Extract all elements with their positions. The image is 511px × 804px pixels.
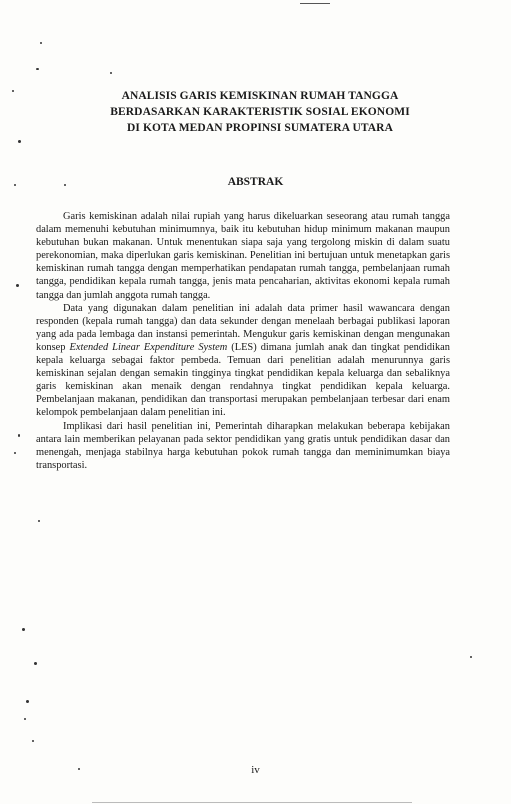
scan-speck	[110, 72, 112, 74]
scan-speck	[12, 90, 14, 92]
scan-speck	[34, 662, 37, 665]
paragraph-2-italic-term: Extended Linear Expenditure System	[69, 341, 228, 353]
scan-line-bottom	[92, 802, 412, 803]
abstract-paragraph-2	[36, 302, 450, 420]
scan-speck	[14, 184, 16, 186]
scan-speck	[38, 520, 40, 522]
scan-speck	[22, 628, 25, 631]
scan-speck	[64, 184, 66, 186]
title-line-2: BERDASARKAN KARAKTERISTIK SOSIAL EKONOMI	[110, 106, 410, 118]
abstract-heading: ABSTRAK	[227, 176, 284, 188]
paragraph-2-text-after: (LES) dimana jumlah anak dan tingkat pendidikan kepala keluarga sebagai faktor pembeda. Temuan dari penelitian adalah menurunnya garis kemiskinan sejalan dengan semakin tingginya tingkat pendidikan kepala keluarga dan sebaliknya garis kemiskinan akan menaik dengan rendahnya tingkat pendidikan kepala keluarga. Pembelanjaan makanan, pendidikan dan transportasi merupakan pembelanjaan terbesar dari enam kelompok pembelanjaan dalam penelitian ini.	[36, 341, 450, 419]
abstract-paragraph-3	[36, 420, 450, 472]
document-title	[60, 88, 460, 136]
scan-speck	[18, 140, 21, 143]
scan-speck	[40, 42, 42, 44]
title-line-3: DI KOTA MEDAN PROPINSI SUMATERA UTARA	[127, 122, 393, 134]
scan-speck	[78, 768, 80, 770]
scan-speck	[18, 434, 20, 437]
paragraph-2-text-before: Data yang digunakan dalam penelitian ini adalah data primer hasil wawancara dengan responden (kepala rumah tangga) dan data sekunder dengan menelaah berbagai publikasi laporan yang ada pada lembaga dan instansi pemerintah. Mengukur garis kemiskinan dengan mengunakan konsep	[36, 302, 450, 353]
abstract-body	[36, 210, 450, 472]
scan-speck	[14, 452, 16, 454]
paragraph-3-text: Implikasi dari hasil penelitian ini, Pemerintah diharapkan melakukan beberapa kebijakan antara lain memberikan pelayanan pada sektor pendidikan yang gratis untuk pendidikan dasar dan menengah, menjaga stabilnya harga kebutuhan pokok rumah tangga dan meminimumkan biaya transportasi.	[36, 420, 450, 471]
scan-speck	[24, 718, 26, 720]
title-line-1: ANALISIS GARIS KEMISKINAN RUMAH TANGGA	[121, 90, 399, 102]
page-number: iv	[251, 764, 260, 776]
scan-speck	[32, 740, 34, 742]
scan-speck	[36, 68, 39, 70]
scan-speck	[26, 700, 29, 703]
abstract-paragraph-1	[36, 210, 450, 302]
scan-speck	[470, 656, 472, 658]
paragraph-1-text: Garis kemiskinan adalah nilai rupiah yang harus dikeluarkan seseorang atau rumah tangga dalam memenuhi kebutuhan minimumnya, baik itu kebutuhan hidup minimum makanan maupun kebutuhan bukan makanan. Untuk menentukan siapa saja yang tergolong miskin di dalam suatu perekonomian, maka diperlukan garis kemiskinan. Penelitian ini bertujuan untuk menetapkan garis kemiskinan rumah tangga dengan memperhatikan pendapatan rumah tangga, pembelanjaan rumah tangga, pendidikan kepala rumah tangga, jenis mata pencaharian, aktivitas ekonomi kepala rumah tangga dan jumlah anggota rumah tangga.	[36, 211, 450, 301]
scan-speck	[16, 284, 19, 287]
scan-line-top	[300, 3, 330, 4]
